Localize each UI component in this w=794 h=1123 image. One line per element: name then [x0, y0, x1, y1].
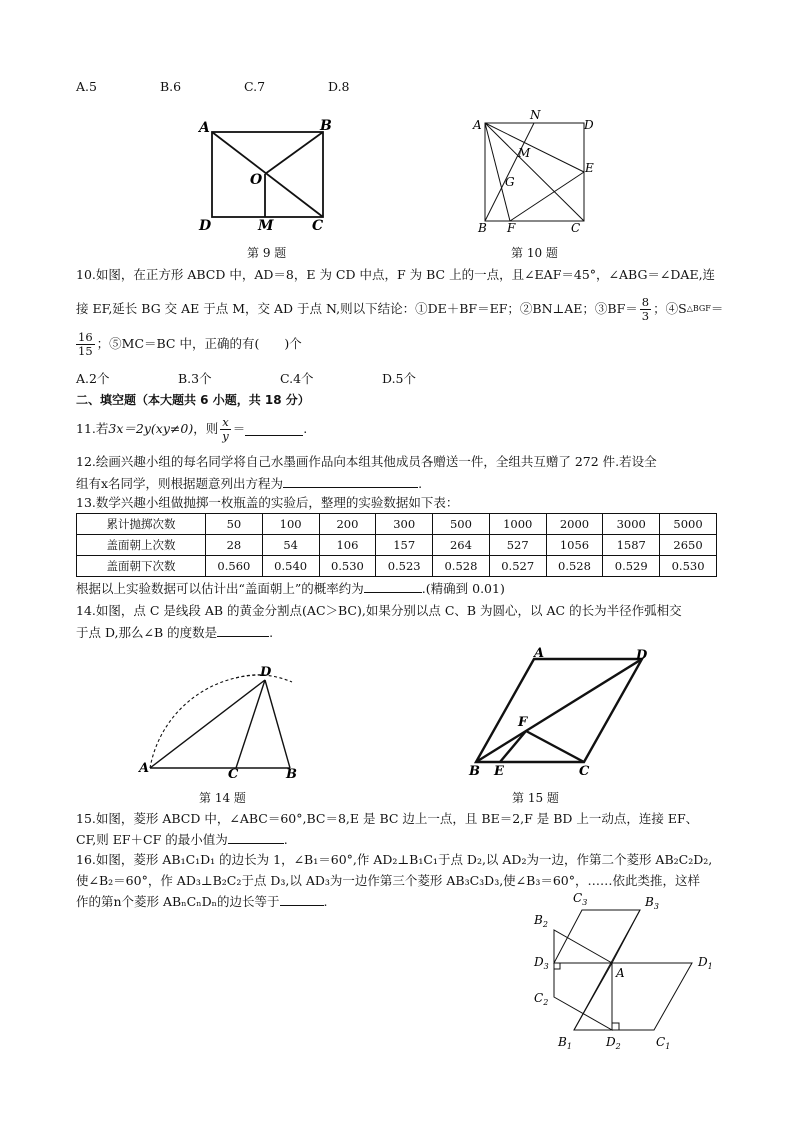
fig10-label-a: A — [473, 118, 482, 132]
table-cell: 0.527 — [489, 556, 546, 577]
figure-16 — [520, 888, 730, 1056]
q14-end: . — [269, 625, 274, 640]
table-cell: 0.540 — [262, 556, 319, 577]
q12-line2-text: 组有x名同学，则根据题意列出方程为 — [76, 476, 284, 491]
fig9-label-c: C — [312, 218, 324, 234]
q11-answer-blank[interactable] — [245, 423, 303, 436]
table-cell: 200 — [319, 514, 376, 535]
q10-frac1-num: 8 — [641, 294, 650, 309]
table-cell: 54 — [262, 535, 319, 556]
q12-line1: 12.绘画兴趣小组的每名同学将自己水墨画作品向本组其他成员各赠送一件，全组共互赠了 272 件.若设全 — [76, 454, 657, 469]
table-row-header: 盖面朝下次数 — [77, 556, 206, 577]
fig16-label-c3: $C_3$ — [573, 891, 588, 907]
q13-after-end: .(精确到 0.01) — [421, 581, 505, 596]
fig10-label-e: E — [585, 161, 594, 175]
fig16-label-c2: $C_2$ — [534, 991, 549, 1007]
table-cell: 50 — [206, 514, 263, 535]
q9-options — [76, 78, 412, 96]
q16-line2: 使∠B₂＝60°，作 AD₃⊥B₂C₂于点 D₃,以 AD₃为一边作第三个菱形 AB₃C₃D₃,使∠B₃＝60°，……依此类推，这样 — [76, 873, 701, 888]
q9-option-a: A.5 — [76, 79, 97, 94]
table-cell: 1000 — [489, 514, 546, 535]
table-cell: 0.560 — [206, 556, 263, 577]
table-cell: 0.530 — [319, 556, 376, 577]
fig15-label-e: E — [494, 764, 504, 779]
q13-intro: 13.数学兴趣小组做抛掷一枚瓶盖的实验后，整理的实验数据如下表： — [76, 495, 459, 510]
fig9-label-m: M — [258, 218, 274, 234]
table-cell: 1587 — [603, 535, 660, 556]
q10-fraction-16-15 — [76, 331, 95, 358]
q14-line2 — [76, 624, 273, 642]
q15-line2-text: CF,则 EF＋CF 的最小值为 — [76, 832, 228, 847]
table-cell: 28 — [206, 535, 263, 556]
fig10-label-d: D — [584, 118, 594, 132]
fig16-label-d3: $D_3$ — [534, 955, 549, 971]
q13-data-table — [76, 513, 717, 577]
q10-line2-text: 接 EF,延长 BG 交 AE 于点 M，交 AD 于点 N,则以下结论：①DE＋BF＝EF；②BN⊥AE；③BF＝ — [76, 301, 638, 316]
q15-end: . — [283, 832, 288, 847]
fig16-label-a: A — [616, 966, 625, 980]
q10-frac2-den: 15 — [78, 343, 93, 358]
q10-line3 — [76, 327, 302, 361]
q10-line3-text: ；⑤MC＝BC 中，正确的有( )个 — [96, 336, 302, 351]
fig16-label-d1: $D_1$ — [698, 955, 713, 971]
fig16-label-c1: $C_1$ — [656, 1035, 671, 1051]
q10-fraction-8-3 — [640, 296, 651, 323]
fig9-label-o: O — [250, 172, 263, 188]
table-row-header: 累计抛掷次数 — [77, 514, 206, 535]
q10-frac2-num: 16 — [78, 329, 93, 344]
fig16-label-d2: $D_2$ — [606, 1035, 621, 1051]
fig16-label-b2: $B_2$ — [534, 913, 548, 929]
fig14-label-c: C — [228, 767, 239, 782]
q13-answer-blank[interactable] — [364, 580, 422, 593]
table-row — [77, 556, 717, 577]
fig10-label-g: G — [505, 175, 515, 189]
q11-eq: ＝ — [232, 421, 246, 436]
table-cell: 5000 — [660, 514, 717, 535]
table-cell: 100 — [262, 514, 319, 535]
section-2-heading: 二、填空题（本大题共 6 小题，共 18 分） — [76, 393, 310, 407]
fig15-label-c: C — [579, 764, 590, 779]
table-cell: 0.523 — [376, 556, 433, 577]
q9-option-d: D.8 — [328, 79, 350, 94]
fig10-caption: 第 10 题 — [511, 246, 558, 260]
table-cell: 2650 — [660, 535, 717, 556]
table-cell: 500 — [433, 514, 490, 535]
table-cell: 157 — [376, 535, 433, 556]
q12-end: . — [418, 476, 423, 491]
table-cell: 264 — [433, 535, 490, 556]
fig10-label-c: C — [571, 221, 581, 235]
fig14-label-a: A — [139, 761, 150, 776]
fig9-caption: 第 9 题 — [247, 246, 287, 260]
q11-frac-num: x — [222, 414, 229, 429]
q9-option-c: C.7 — [244, 79, 266, 94]
fig15-label-b: B — [469, 764, 480, 779]
q16-end: . — [323, 894, 328, 909]
q10-line1: 10.如图，在正方形 ABCD 中，AD＝8，E 为 CD 中点，F 为 BC 上的一点，且∠EAF＝45°，∠ABG＝∠DAE,连 — [76, 267, 716, 282]
table-cell: 106 — [319, 535, 376, 556]
table-cell: 3000 — [603, 514, 660, 535]
q14-line1: 14.如图，点 C 是线段 AB 的黄金分割点(AC＞BC),如果分别以点 C、B 为圆心，以 AC 的长为半径作弧相交 — [76, 603, 682, 618]
q15-line1: 15.如图，菱形 ABCD 中，∠ABC＝60°,BC＝8,E 是 BC 边上一点，且 BE＝2,F 是 BD 上一动点，连接 EF、 — [76, 811, 699, 826]
q10-options — [76, 370, 484, 388]
fig10-label-m: M — [518, 146, 531, 160]
fig15-label-d: D — [636, 648, 648, 663]
table-cell: 0.530 — [660, 556, 717, 577]
q16-line3 — [76, 893, 328, 911]
q10-line2 — [76, 294, 723, 324]
q11-equation: 3x＝2y(xy≠0) — [108, 421, 194, 436]
table-cell: 300 — [376, 514, 433, 535]
q11-frac-den: y — [222, 428, 229, 443]
table-cell: 0.529 — [603, 556, 660, 577]
fig10-label-b: B — [478, 221, 487, 235]
fig9-label-b: B — [320, 118, 332, 134]
q13-after — [76, 580, 505, 598]
table-cell: 0.528 — [546, 556, 603, 577]
q9-option-b: B.6 — [160, 79, 182, 94]
figure-14 — [136, 660, 306, 784]
fig10-label-f: F — [507, 221, 516, 235]
q10-option-d: D.5个 — [382, 371, 417, 386]
fig16-label-b1: $B_1$ — [558, 1035, 572, 1051]
q10-option-c: C.4个 — [280, 371, 314, 386]
fig15-label-a: A — [534, 646, 545, 661]
q10-option-a: A.2个 — [76, 371, 110, 386]
q13-after-text: 根据以上实验数据可以估计出“盖面朝上”的概率约为 — [76, 581, 364, 596]
table-row — [77, 535, 717, 556]
figure-15 — [464, 644, 664, 780]
figure-10 — [468, 104, 608, 236]
q16-line3-text: 作的第n个菱形 ABₙCₙDₙ的边长等于 — [76, 894, 280, 909]
q16-line1: 16.如图，菱形 AB₁C₁D₁ 的边长为 1，∠B₁＝60°,作 AD₂⊥B₁C₁于点 D₂,以 AD₂为一边，作第二个菱形 AB₂C₂D₂, — [76, 852, 713, 867]
q15-answer-blank[interactable] — [228, 831, 284, 844]
fig9-label-d: D — [199, 218, 212, 234]
fig15-label-f: F — [518, 715, 528, 730]
q16-answer-blank[interactable] — [280, 893, 324, 906]
q15-line2 — [76, 831, 288, 849]
table-cell: 0.528 — [433, 556, 490, 577]
fig14-caption: 第 14 题 — [199, 791, 246, 805]
fig9-label-a: A — [199, 120, 210, 136]
table-cell: 527 — [489, 535, 546, 556]
q11 — [76, 414, 307, 444]
q11-fraction — [220, 416, 231, 443]
q14-answer-blank[interactable] — [217, 624, 269, 637]
fig15-caption: 第 15 题 — [512, 791, 559, 805]
q12-line2 — [76, 475, 422, 493]
q10-line2-s: ；④S — [653, 301, 687, 316]
table-row-header: 盖面朝上次数 — [77, 535, 206, 556]
q14-line2-text: 于点 D,那么∠B 的度数是 — [76, 625, 218, 640]
fig14-label-d: D — [260, 665, 272, 680]
q10-frac1-den: 3 — [641, 308, 650, 323]
fig16-label-b3: $B_3$ — [645, 895, 659, 911]
table-cell: 2000 — [546, 514, 603, 535]
q11-mid: ，则 — [193, 421, 219, 436]
table-cell: 1056 — [546, 535, 603, 556]
q11-prefix: 11.若 — [76, 421, 109, 436]
q10-option-b: B.3个 — [178, 371, 212, 386]
figure-9 — [190, 112, 350, 240]
fig14-label-b: B — [286, 767, 297, 782]
q11-end: . — [303, 421, 308, 436]
q10-line2-eq: ＝ — [710, 301, 724, 316]
q10-area-subscript: △BGF — [686, 304, 711, 313]
fig10-label-n: N — [530, 108, 541, 122]
table-row — [77, 514, 717, 535]
q12-answer-blank[interactable] — [283, 475, 418, 488]
